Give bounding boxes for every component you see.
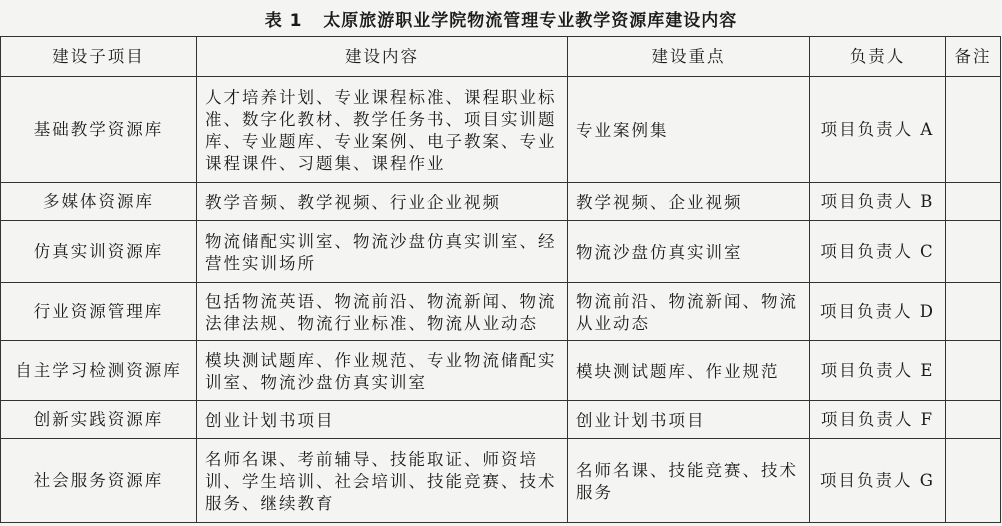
table-row <box>1 183 1001 221</box>
cell-focus: 教学视频、企业视频 <box>568 183 810 221</box>
table-number: 表 1 <box>264 11 303 31</box>
cell-project: 行业资源管理库 <box>1 283 197 341</box>
table-container <box>0 36 1000 523</box>
cell-content: 包括物流英语、物流前沿、物流新闻、物流法律法规、物流行业标准、物流从业动态 <box>197 283 568 341</box>
cell-owner: 项目负责人 E <box>810 341 946 401</box>
cell-focus: 模块测试题库、作业规范 <box>568 341 810 401</box>
cell-owner: 项目负责人 C <box>810 221 946 283</box>
table-row <box>1 221 1001 283</box>
table-row <box>1 77 1001 183</box>
cell-content: 名师名课、考前辅导、技能取证、师资培训、学生培训、社会培训、技能竞赛、技术服务、继续教育 <box>197 439 568 523</box>
cell-remark <box>946 439 1001 523</box>
header-project: 建设子项目 <box>1 37 197 77</box>
cell-owner: 项目负责人 D <box>810 283 946 341</box>
cell-project: 多媒体资源库 <box>1 183 197 221</box>
cell-remark <box>946 77 1001 183</box>
cell-content: 物流储配实训室、物流沙盘仿真实训室、经营性实训场所 <box>197 221 568 283</box>
cell-remark <box>946 183 1001 221</box>
cell-focus: 物流前沿、物流新闻、物流从业动态 <box>568 283 810 341</box>
header-remark: 备注 <box>946 37 1001 77</box>
cell-remark <box>946 341 1001 401</box>
cell-remark <box>946 401 1001 439</box>
cell-content: 创业计划书项目 <box>197 401 568 439</box>
cell-focus: 名师名课、技能竞赛、技术服务 <box>568 439 810 523</box>
cell-owner: 项目负责人 B <box>810 183 946 221</box>
header-owner: 负责人 <box>810 37 946 77</box>
table-row <box>1 283 1001 341</box>
resource-table <box>0 36 1001 523</box>
table-row <box>1 439 1001 523</box>
table-row <box>1 401 1001 439</box>
header-content: 建设内容 <box>197 37 568 77</box>
cell-focus: 创业计划书项目 <box>568 401 810 439</box>
cell-content: 人才培养计划、专业课程标准、课程职业标准、数字化教材、教学任务书、项目实训题库、专业题库、专业案例、电子教案、专业课程课件、习题集、课程作业 <box>197 77 568 183</box>
cell-project: 创新实践资源库 <box>1 401 197 439</box>
cell-content: 模块测试题库、作业规范、专业物流储配实训室、物流沙盘仿真实训室 <box>197 341 568 401</box>
cell-project: 仿真实训资源库 <box>1 221 197 283</box>
cell-remark <box>946 221 1001 283</box>
cell-content: 教学音频、教学视频、行业企业视频 <box>197 183 568 221</box>
cell-focus: 物流沙盘仿真实训室 <box>568 221 810 283</box>
cell-project: 社会服务资源库 <box>1 439 197 523</box>
cell-owner: 项目负责人 G <box>810 439 946 523</box>
header-focus: 建设重点 <box>568 37 810 77</box>
table-caption <box>0 6 1002 31</box>
cell-remark <box>946 283 1001 341</box>
header-row <box>1 37 1001 77</box>
cell-owner: 项目负责人 F <box>810 401 946 439</box>
table-title: 太原旅游职业学院物流管理专业教学资源库建设内容 <box>323 11 738 31</box>
cell-owner: 项目负责人 A <box>810 77 946 183</box>
cell-focus: 专业案例集 <box>568 77 810 183</box>
cell-project: 自主学习检测资源库 <box>1 341 197 401</box>
table-row <box>1 341 1001 401</box>
cell-project: 基础教学资源库 <box>1 77 197 183</box>
